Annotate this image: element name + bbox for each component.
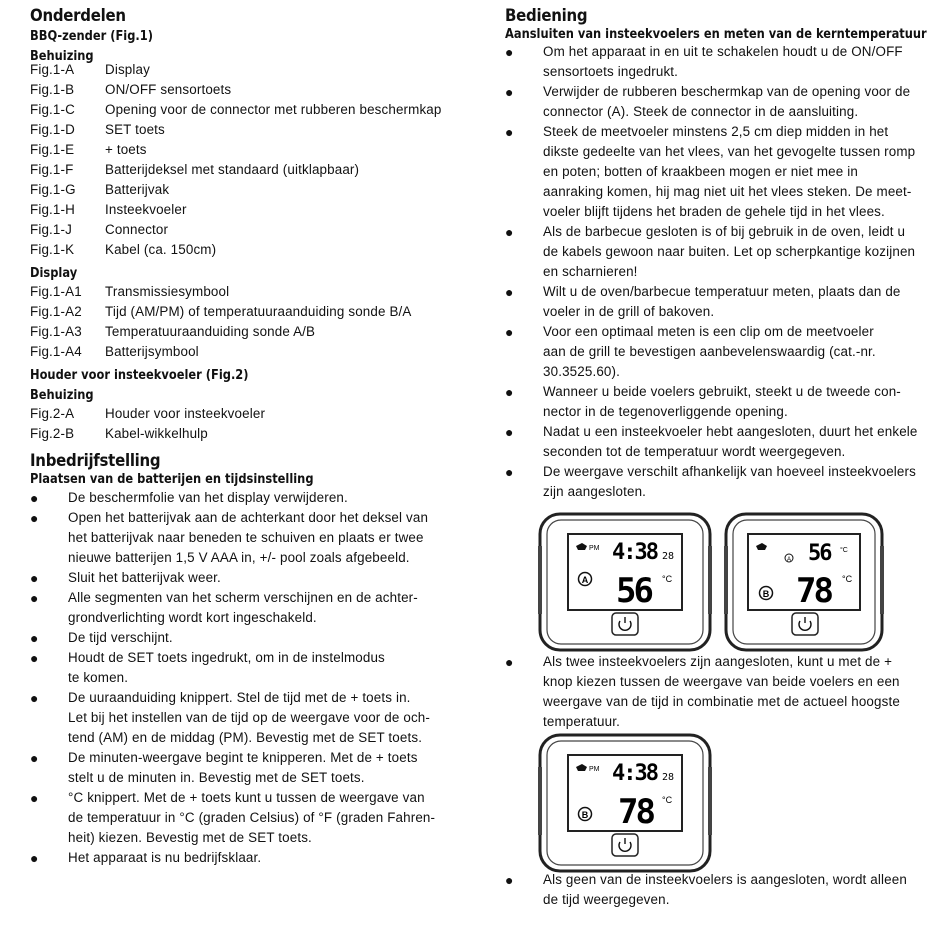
small-temp-readout: 56 xyxy=(808,541,831,566)
startup-title: Inbedrijfstelling xyxy=(30,451,161,471)
bullet-line: knop kiezen tussen de weergave van beide voelers en een xyxy=(543,674,900,689)
list-item xyxy=(30,342,470,362)
bullet-line: Alle segmenten van het scherm verschijnen en de achter- xyxy=(68,590,418,605)
bullet-dot-icon: ● xyxy=(30,510,39,526)
power-button xyxy=(612,613,638,635)
bullet-dot-icon: ● xyxy=(505,224,514,240)
list-item xyxy=(30,120,470,140)
bullet-dot-icon: ● xyxy=(505,44,514,60)
item-label: SET toets xyxy=(105,122,165,137)
bullet-line: stelt u de minuten in. Bevestig met de SET toets. xyxy=(68,770,365,785)
bullet-dot-icon: ● xyxy=(505,124,514,140)
bullet-line: Wanneer u beide voelers gebruikt, steekt u de tweede con- xyxy=(543,384,901,399)
item-code: Fig.1-H xyxy=(30,202,75,217)
item-label: Tijd (AM/PM) of temperatuuraanduiding sonde B/A xyxy=(105,304,412,319)
bullet-item xyxy=(505,282,935,322)
list-item xyxy=(30,302,470,322)
bullet-item xyxy=(30,788,470,848)
list-item xyxy=(30,160,470,180)
bullet-item xyxy=(505,222,935,282)
time-readout: 4:38 xyxy=(612,761,657,786)
probe-letter: B xyxy=(581,810,589,820)
bullet-item xyxy=(505,870,935,910)
item-code: Fig.2-B xyxy=(30,426,75,441)
bullet-line: Als twee insteekvoelers zijn aangesloten, kunt u met de + xyxy=(543,654,893,669)
item-code: Fig.2-A xyxy=(30,406,75,421)
bullet-line: voeler blijft tijdens het braden de gehele tijd in het vlees. xyxy=(543,204,885,219)
time-readout: 4:38 xyxy=(612,540,657,565)
bullet-dot-icon: ● xyxy=(505,464,514,480)
list-item xyxy=(30,180,470,200)
bullet-line: 30.3525.60). xyxy=(543,364,620,379)
bullet-line: nector in de tegenoverliggende opening. xyxy=(543,404,788,419)
startup-bullets xyxy=(30,488,470,868)
seconds-readout: 28 xyxy=(662,551,675,562)
bullet-dot-icon: ● xyxy=(505,384,514,400)
bullet-line: weergave van de tijd in combinatie met de actueel hoogste xyxy=(543,694,900,709)
power-button xyxy=(612,834,638,856)
holder-heading: Houder voor insteekvoeler (Fig.2) xyxy=(30,368,249,383)
bullet-dot-icon: ● xyxy=(30,690,39,706)
probe-letter: B xyxy=(762,589,770,599)
item-label: Houder voor insteekvoeler xyxy=(105,406,266,421)
bullet-line: Verwijder de rubberen beschermkap van de opening voor de xyxy=(543,84,911,99)
bullet-line: °C knippert. Met de + toets kunt u tussen de weergave van xyxy=(68,790,425,805)
bullet-line: Open het batterijvak aan de achterkant door het deksel van xyxy=(68,510,429,525)
item-code: Fig.1-E xyxy=(30,142,75,157)
item-label: Temperatuuraanduiding sonde A/B xyxy=(105,324,316,339)
item-code: Fig.1-G xyxy=(30,182,76,197)
holder-housing-label: Behuizing xyxy=(30,388,94,403)
bullet-line: De weergave verschilt afhankelijk van hoeveel insteekvoelers xyxy=(543,464,916,479)
bullet-line: nieuwe batterijen 1,5 V AAA in, +/- pool zoals afgebeeld. xyxy=(68,550,410,565)
bullet-dot-icon: ● xyxy=(30,790,39,806)
item-code: Fig.1-J xyxy=(30,222,72,237)
bullet-line: de kabels gewoon naar buiten. Let op scherpkantige kozijnen xyxy=(543,244,916,259)
bullet-item xyxy=(30,568,470,588)
bullets-final xyxy=(505,870,935,910)
device-display-1 xyxy=(538,512,712,652)
bullet-dot-icon: ● xyxy=(505,284,514,300)
pm-label: PM xyxy=(589,545,600,552)
item-label: Kabel-wikkelhulp xyxy=(105,426,208,441)
item-label: Batterijsymbool xyxy=(105,344,199,359)
bullet-line: Als de barbecue gesloten is of bij gebruik in de oven, leidt u xyxy=(543,224,906,239)
bullet-item xyxy=(30,648,470,688)
bullet-line: dikste gedeelte van het vlees, van het gevogelte tussen romp xyxy=(543,144,916,159)
bullet-line: De tijd verschijnt. xyxy=(68,630,173,645)
right-column xyxy=(505,0,935,502)
unit-label: °C xyxy=(662,795,673,805)
bullet-dot-icon: ● xyxy=(30,490,39,506)
bullet-line: de temperatuur in °C (graden Celsius) of °F (graden Fahren- xyxy=(68,810,436,825)
operation-bullets xyxy=(505,42,935,502)
operation-subtitle: Aansluiten van insteekvoelers en meten van de kerntemperatuur xyxy=(505,27,927,42)
bullet-line: Het apparaat is nu bedrijfsklaar. xyxy=(68,850,262,865)
bullet-line: Nadat u een insteekvoeler hebt aangesloten, duurt het enkele xyxy=(543,424,918,439)
item-code: Fig.1-A2 xyxy=(30,304,82,319)
list-item xyxy=(30,80,470,100)
bullet-dot-icon: ● xyxy=(30,850,39,866)
startup-subtitle: Plaatsen van de batterijen en tijdsinstelling xyxy=(30,472,314,487)
display-list xyxy=(30,282,470,362)
bullet-item xyxy=(30,628,470,648)
seconds-readout: 28 xyxy=(662,772,675,783)
item-label: ON/OFF sensortoets xyxy=(105,82,232,97)
unit-label: °C xyxy=(842,574,853,584)
item-code: Fig.1-K xyxy=(30,242,75,257)
item-code: Fig.1-F xyxy=(30,162,74,177)
bullet-line: het batterijvak naar beneden te schuiven en plaats er twee xyxy=(68,530,424,545)
bullet-line: en scharnieren! xyxy=(543,264,638,279)
item-code: Fig.1-D xyxy=(30,122,75,137)
bullet-dot-icon: ● xyxy=(505,654,514,670)
bullet-item xyxy=(30,588,470,628)
bullet-line: aan de grill te bevestigen aanbevelenswaardig (cat.-nr. xyxy=(543,344,876,359)
temp-readout: 56 xyxy=(616,571,651,611)
bullet-item xyxy=(30,508,470,568)
list-item xyxy=(30,140,470,160)
fig1-heading: BBQ-zender (Fig.1) xyxy=(30,29,153,44)
bullet-item xyxy=(505,122,935,222)
bullet-item xyxy=(30,848,470,868)
bullet-line: Voor een optimaal meten is een clip om de meetvoeler xyxy=(543,324,874,339)
item-code: Fig.1-B xyxy=(30,82,75,97)
probe-letter: A xyxy=(581,575,589,585)
item-label: Transmissiesymbool xyxy=(105,284,230,299)
unit-label: °C xyxy=(662,574,673,584)
list-item xyxy=(30,322,470,342)
fig1-list xyxy=(30,60,470,260)
bullet-item xyxy=(30,748,470,788)
item-code: Fig.1-A xyxy=(30,62,75,77)
item-label: Display xyxy=(105,62,150,77)
list-item xyxy=(30,424,470,444)
bullet-item xyxy=(505,42,935,82)
device-display-3 xyxy=(538,733,712,873)
bullet-dot-icon: ● xyxy=(30,590,39,606)
list-item xyxy=(30,200,470,220)
bullet-dot-icon: ● xyxy=(505,424,514,440)
bullet-line: seconden tot de temperatuur wordt weergegeven. xyxy=(543,444,846,459)
list-item xyxy=(30,240,470,260)
bullet-line: grondverlichting wordt kort ingeschakeld. xyxy=(68,610,317,625)
parts-title: Onderdelen xyxy=(30,6,126,26)
bullet-line: tend (AM) en de middag (PM). Bevestig met de SET toets. xyxy=(68,730,423,745)
temp-readout: 78 xyxy=(796,571,831,611)
bullet-item xyxy=(505,462,935,502)
item-code: Fig.1-A4 xyxy=(30,344,82,359)
bullet-line: zijn aangesloten. xyxy=(543,484,647,499)
bullet-item xyxy=(505,322,935,382)
bullet-dot-icon: ● xyxy=(30,750,39,766)
bullet-line: Om het apparaat in en uit te schakelen houdt u de ON/OFF xyxy=(543,44,903,59)
bullet-line: temperatuur. xyxy=(543,714,620,729)
bullet-dot-icon: ● xyxy=(505,84,514,100)
list-item xyxy=(30,404,470,424)
bullets-after-devices xyxy=(505,652,935,732)
list-item xyxy=(30,282,470,302)
item-code: Fig.1-A1 xyxy=(30,284,82,299)
bullet-line: Houdt de SET toets ingedrukt, om in de instelmodus xyxy=(68,650,385,665)
display-label: Display xyxy=(30,266,78,281)
device-display-2 xyxy=(724,512,884,652)
operation-title: Bediening xyxy=(505,6,588,26)
bullet-line: Let bij het instellen van de tijd op de weergave voor de och- xyxy=(68,710,430,725)
bullet-item xyxy=(505,382,935,422)
bullet-item xyxy=(505,82,935,122)
bullet-line: en poten; botten of kraakbeen mogen er niet mee in xyxy=(543,164,858,179)
item-code: Fig.1-A3 xyxy=(30,324,82,339)
bullet-dot-icon: ● xyxy=(30,650,39,666)
item-label: Opening voor de connector met rubberen beschermkap xyxy=(105,102,442,117)
item-label: Insteekvoeler xyxy=(105,202,187,217)
fig2-list xyxy=(30,404,470,444)
bullet-line: De beschermfolie van het display verwijderen. xyxy=(68,490,348,505)
power-button xyxy=(792,613,818,635)
bullet-line: voeler in de grill of bakoven. xyxy=(543,304,715,319)
bullet-item xyxy=(30,688,470,748)
bullet-dot-icon: ● xyxy=(505,324,514,340)
item-label: Connector xyxy=(105,222,169,237)
bullet-dot-icon: ● xyxy=(30,630,39,646)
bullet-line: De minuten-weergave begint te knipperen. Met de + toets xyxy=(68,750,418,765)
bullet-line: heit) kiezen. Bevestig met de SET toets. xyxy=(68,830,312,845)
bullet-line: connector (A). Steek de connector in de aansluiting. xyxy=(543,104,859,119)
bullet-line: Steek de meetvoeler minstens 2,5 cm diep midden in het xyxy=(543,124,889,139)
list-item xyxy=(30,100,470,120)
pm-label: PM xyxy=(589,766,600,773)
bullet-line: Sluit het batterijvak weer. xyxy=(68,570,221,585)
bullet-item xyxy=(30,488,470,508)
item-label: + toets xyxy=(105,142,147,157)
bullet-dot-icon: ● xyxy=(505,872,514,888)
item-code: Fig.1-C xyxy=(30,102,75,117)
bullet-line: aanraking komen, hij mag niet uit het vlees steken. De meet- xyxy=(543,184,912,199)
left-column xyxy=(30,0,470,868)
bullet-line: sensortoets ingedrukt. xyxy=(543,64,679,79)
temp-readout: 78 xyxy=(618,792,653,832)
item-label: Batterijdeksel met standaard (uitklapbaar) xyxy=(105,162,360,177)
bullet-item xyxy=(505,422,935,462)
bullet-line: te komen. xyxy=(68,670,129,685)
bullet-line: Wilt u de oven/barbecue temperatuur meten, plaats dan de xyxy=(543,284,901,299)
item-label: Batterijvak xyxy=(105,182,170,197)
bullet-item xyxy=(505,652,935,732)
bullet-line: Als geen van de insteekvoelers is aangesloten, wordt alleen xyxy=(543,872,907,887)
item-label: Kabel (ca. 150cm) xyxy=(105,242,217,257)
bullet-line: de tijd weergegeven. xyxy=(543,892,670,907)
bullet-dot-icon: ● xyxy=(30,570,39,586)
list-item xyxy=(30,220,470,240)
bullet-line: De uuraanduiding knippert. Stel de tijd met de + toets in. xyxy=(68,690,411,705)
small-unit-label: °C xyxy=(840,547,848,554)
small-probe-letter: A xyxy=(786,557,792,563)
housing-label: Behuizing xyxy=(30,49,94,64)
